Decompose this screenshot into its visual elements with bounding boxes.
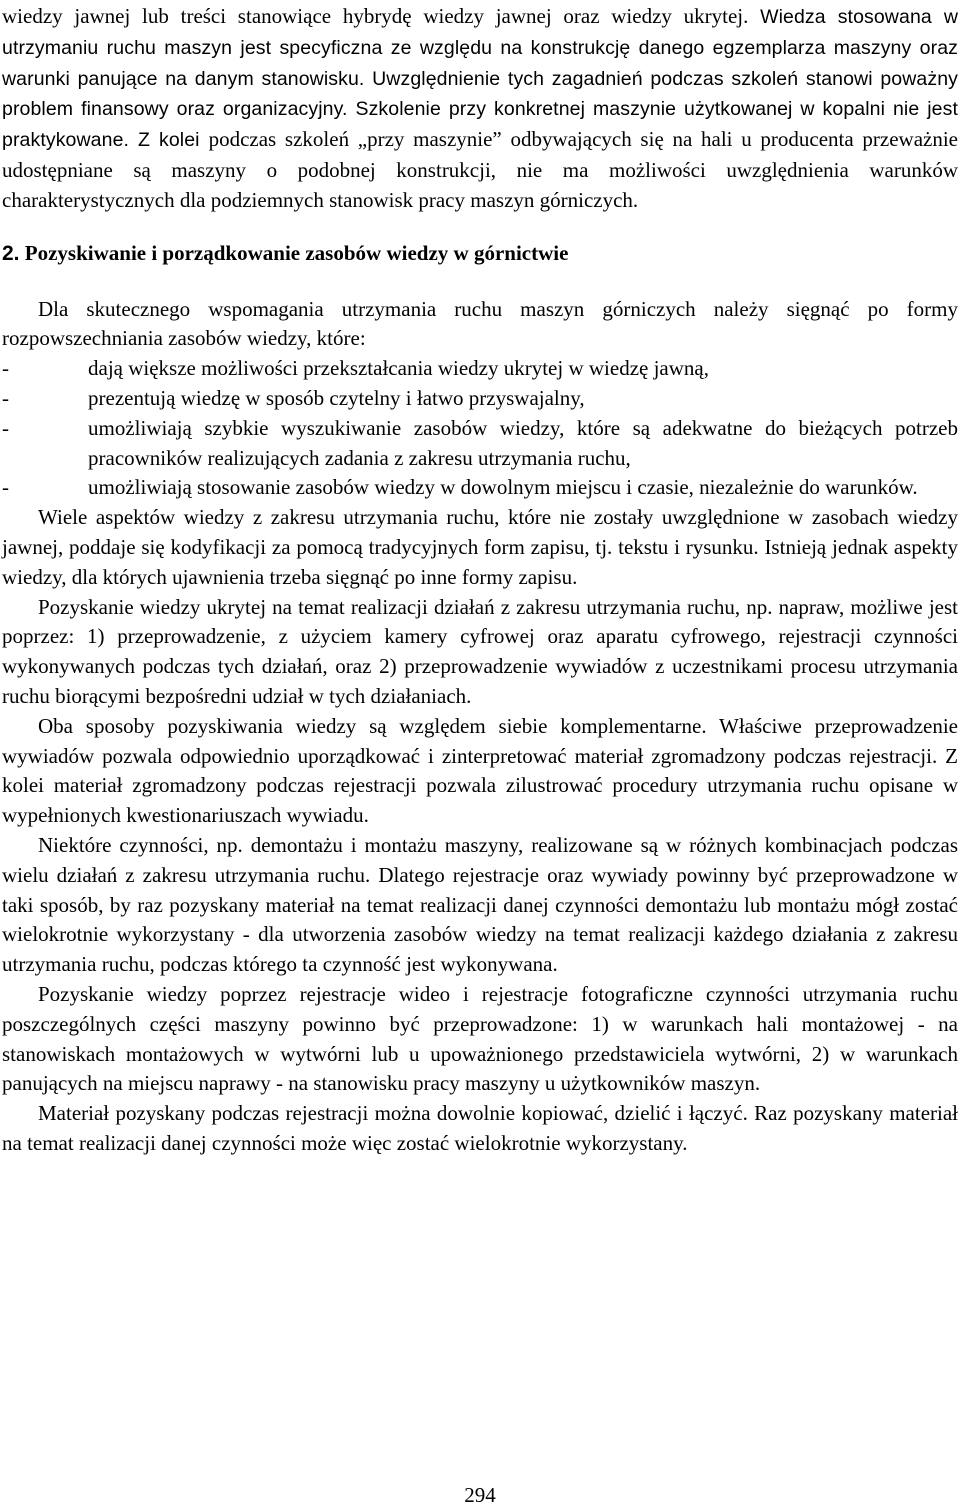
- document-page: [2, 2, 958, 1159]
- section-heading: [2, 238, 958, 268]
- intro-text-serif: wiedzy jawnej lub treści stanowiące hybrydę wiedzy jawnej oraz wiedzy ukrytej.: [2, 4, 761, 28]
- body-paragraph: Pozyskanie wiedzy ukrytej na temat realizacji działań z zakresu utrzymania ruchu, np. napraw, możliwe jest poprzez: 1) przeprowadzenie, z użyciem kamery cyfrowej oraz aparatu cyfrowego, rejestracji czynności wykonywanych podczas tych działań, oraz 2) przeprowadzenie wywiadów z uczestnikami procesu utrzymania ruchu biorącymi bezpośredni udział w tych działaniach.: [2, 594, 958, 708]
- list-item-text: prezentują wiedzę w sposób czytelny i łatwo przyswajalny,: [88, 385, 585, 410]
- list-item: [2, 354, 958, 384]
- section-number: 2.: [2, 241, 20, 265]
- body-paragraph: Niektóre czynności, np. demontażu i montażu maszyny, realizowane są w różnych kombinacjach podczas wielu działań z zakresu utrzymania ruchu. Dlatego rejestracje oraz wywiady powinny być przeprowadzone w taki sposób, by raz pozyskany materiał na temat realizacji danej czynności demontażu lub montażu mógł zostać wielokrotnie wykorzystany - dla utworzenia zasobów wiedzy na temat realizacji każdego działania z zakresu utrzymania ruchu, podczas którego ta czynność jest wykonywana.: [2, 832, 958, 977]
- dash-marker: -: [2, 356, 9, 381]
- list-item-text: dają większe możliwości przekształcania wiedzy ukrytej w wiedzę jawną,: [88, 356, 709, 381]
- dash-marker: -: [2, 475, 9, 500]
- criteria-list: [2, 354, 958, 503]
- page-number: 294: [464, 1483, 496, 1507]
- intro-text-sans: Wiedza stosowana w utrzymaniu ruchu maszyn jest specyficzna ze względu na konstrukcję danego egzemplarza maszyny oraz warunki panujące na danym stanowisku. Uwzględnienie tych zagadnień podczas szkoleń stanowi poważny problem finansowy oraz organizacyjny. Szkolenie przy konkretnej maszynie użytkowanej w kopalni nie jest praktykowane. Z kolei: [2, 6, 958, 152]
- section-title: Pozyskiwanie i porządkowanie zasobów wiedzy w górnictwie: [19, 240, 569, 265]
- lead-paragraph: Dla skutecznego wspomagania utrzymania ruchu maszyn górniczych należy sięgnąć po formy rozpowszechniania zasobów wiedzy, które:: [2, 296, 958, 351]
- list-item-text: umożliwiają szybkie wyszukiwanie zasobów wiedzy, które są adekwatne do bieżących potrzeb pracowników realizujących zadania z zakresu utrzymania ruchu,: [88, 415, 958, 470]
- list-item: [2, 473, 958, 503]
- list-item-text: umożliwiają stosowanie zasobów wiedzy w dowolnym miejscu i czasie, niezależnie do warunków.: [88, 475, 918, 500]
- list-item: [2, 384, 958, 414]
- body-paragraph: Materiał pozyskany podczas rejestracji można dowolnie kopiować, dzielić i łączyć. Raz pozyskany materiał na temat realizacji danej czynności może więc zostać wielokrotnie wykorzystany.: [2, 1101, 958, 1155]
- body-paragraph: Oba sposoby pozyskiwania wiedzy są względem siebie komplementarne. Właściwe przeprowadzenie wywiadów pozwala odpowiednio uporządkować i zinterpretować materiał zgromadzony podczas rejestracji. Z kolei materiał zgromadzony podczas rejestracji pozwala zilustrować procedury utrzymania ruchu opisane w wypełnionych kwestionariuszach wywiadu.: [2, 713, 958, 828]
- list-item: [2, 414, 958, 474]
- body-paragraph: Wiele aspektów wiedzy z zakresu utrzymania ruchu, które nie zostały uwzględnione w zasobach wiedzy jawnej, poddaje się kodyfikacji za pomocą tradycyjnych form zapisu, tj. tekstu i rysunku. Istnieją jednak aspekty wiedzy, dla których ujawnienia trzeba sięgnąć po inne formy zapisu.: [2, 505, 958, 589]
- intro-text-serif-end: podczas szkoleń „przy maszynie” odbywających się na hali u producenta przeważnie udostępniane są maszyny o podobnej konstrukcji, nie ma możliwości uwzględnienia warunków charakterystycznych dla podziemnych stanowisk pracy maszyn górniczych.: [2, 127, 958, 212]
- dash-marker: -: [2, 385, 9, 410]
- intro-paragraph: [2, 2, 958, 216]
- dash-marker: -: [2, 415, 9, 440]
- body-paragraph: Pozyskanie wiedzy poprzez rejestracje wideo i rejestracje fotograficzne czynności utrzymania ruchu poszczególnych części maszyny powinno być przeprowadzone: 1) w warunkach hali montażowej - na stanowiskach montażowych w wytwórni lub u upoważnionego przedstawiciela wytwórni, 2) w warunkach panujących na miejscu naprawy - na stanowisku pracy maszyny u użytkowników maszyn.: [2, 981, 958, 1096]
